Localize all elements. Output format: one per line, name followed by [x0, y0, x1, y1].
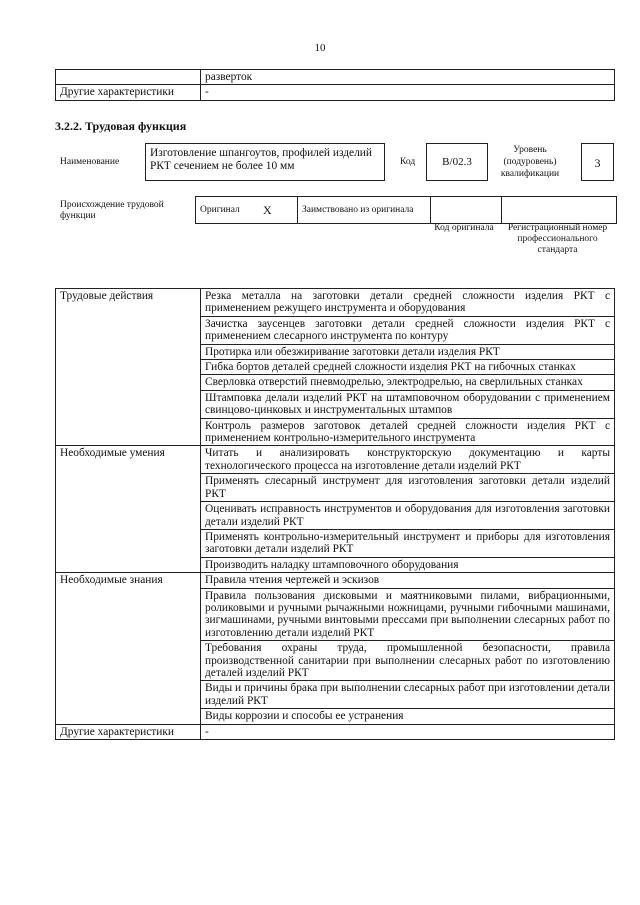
section-title: 3.2.2. Трудовая функция	[55, 119, 187, 133]
knowledge-item: Требования охраны труда, промышленной безопасности, правила производственной санитарии при выполнении слесарных работ по изготовлению деталей изделий РКТ	[201, 641, 615, 681]
skill-item: Производить наладку штамповочного оборудования	[201, 557, 615, 572]
name-value: Изготовление шпангоутов, профилей изделий РКТ сечением не более 10 мм	[145, 143, 385, 181]
continuation-value: разверток	[201, 70, 615, 85]
labor-action-item: Контроль размеров заготовок деталей средней сложности изделия РКТ с применением контрольно-измерительного инструмента	[201, 418, 615, 446]
labor-action-item: Протирка или обезжиривание заготовки детали изделия РКТ	[201, 344, 615, 359]
origin-table	[195, 196, 617, 224]
other-characteristics-value: -	[201, 724, 615, 739]
original-label: Оригинал	[196, 197, 260, 224]
labor-action-item: Штамповка делали изделий РКТ на штамповочном оборудовании с применением свинцово-цинковых и инструментальных штампов	[201, 390, 615, 418]
knowledge-item: Виды и причины брака при выполнении слесарных работ при изготовлении детали изделий РКТ	[201, 681, 615, 709]
skill-item: Оценивать исправность инструментов и оборудования для изготовления заготовки детали изделий РКТ	[201, 502, 615, 530]
original-mark: X	[259, 197, 298, 224]
code-original-label: Код оригинала	[434, 223, 494, 233]
knowledge-item: Правила чтения чертежей и эскизов	[201, 573, 615, 588]
code-label: Код	[400, 157, 416, 167]
labor-actions-label: Трудовые действия	[56, 289, 201, 446]
knowledge-item: Виды коррозии и способы ее устранения	[201, 709, 615, 724]
required-skills-label: Необходимые умения	[56, 446, 201, 573]
reg-number-cell	[502, 197, 617, 224]
labor-action-item: Зачистка заусенцев заготовки детали средней сложности изделия РКТ с применением слесарного инструмента по контуру	[201, 316, 615, 344]
borrowed-label: Заимствовано из оригинала	[298, 197, 431, 224]
empty-cell	[56, 70, 201, 85]
skill-item: Применять слесарный инструмент для изготовления заготовки детали изделий РКТ	[201, 474, 615, 502]
other-characteristics-value: -	[201, 85, 615, 100]
level-value: 3	[581, 143, 614, 181]
reg-number-label: Регистрационный номер профессионального стандарта	[507, 223, 608, 255]
page-number: 10	[314, 42, 326, 54]
required-knowledge-label: Необходимые знания	[56, 573, 201, 724]
origin-label: Происхождение трудовой функции	[60, 200, 164, 221]
labor-action-item: Сверловка отверстий пневмодрелью, электродрелью, на сверлильных станках	[201, 375, 615, 390]
other-characteristics-label: Другие характеристики	[56, 85, 201, 100]
code-value: B/02.3	[426, 143, 488, 181]
skill-item: Читать и анализировать конструкторскую документацию и карты технологического процесса на изготовление детали изделий РКТ	[201, 446, 615, 474]
labor-action-item: Гибка бортов деталей средней сложности изделия РКТ на гибочных станках	[201, 360, 615, 375]
code-original-cell	[431, 197, 502, 224]
continuation-table	[55, 69, 615, 101]
skill-item: Применять контрольно-измерительный инструмент и приборы для изготовления заготовки детали изделий РКТ	[201, 529, 615, 557]
knowledge-item: Правила пользования дисковыми и маятниковыми пилами, вибрационными, роликовыми и ручными рычажными ножницами, ручными гибочными машинами, зигмашинами, ручными винтовыми прессами при выполнении слесарных работ по изготовлению детали изделий РКТ	[201, 588, 615, 641]
labor-action-item: Резка металла на заготовки детали средней сложности изделия РКТ с применением режущего инструмента и оборудования	[201, 289, 615, 317]
name-label: Наименование	[60, 157, 120, 167]
other-characteristics-label: Другие характеристики	[56, 724, 201, 739]
level-label: Уровень (подуровень) квалификации	[500, 145, 560, 179]
main-table	[55, 288, 615, 740]
